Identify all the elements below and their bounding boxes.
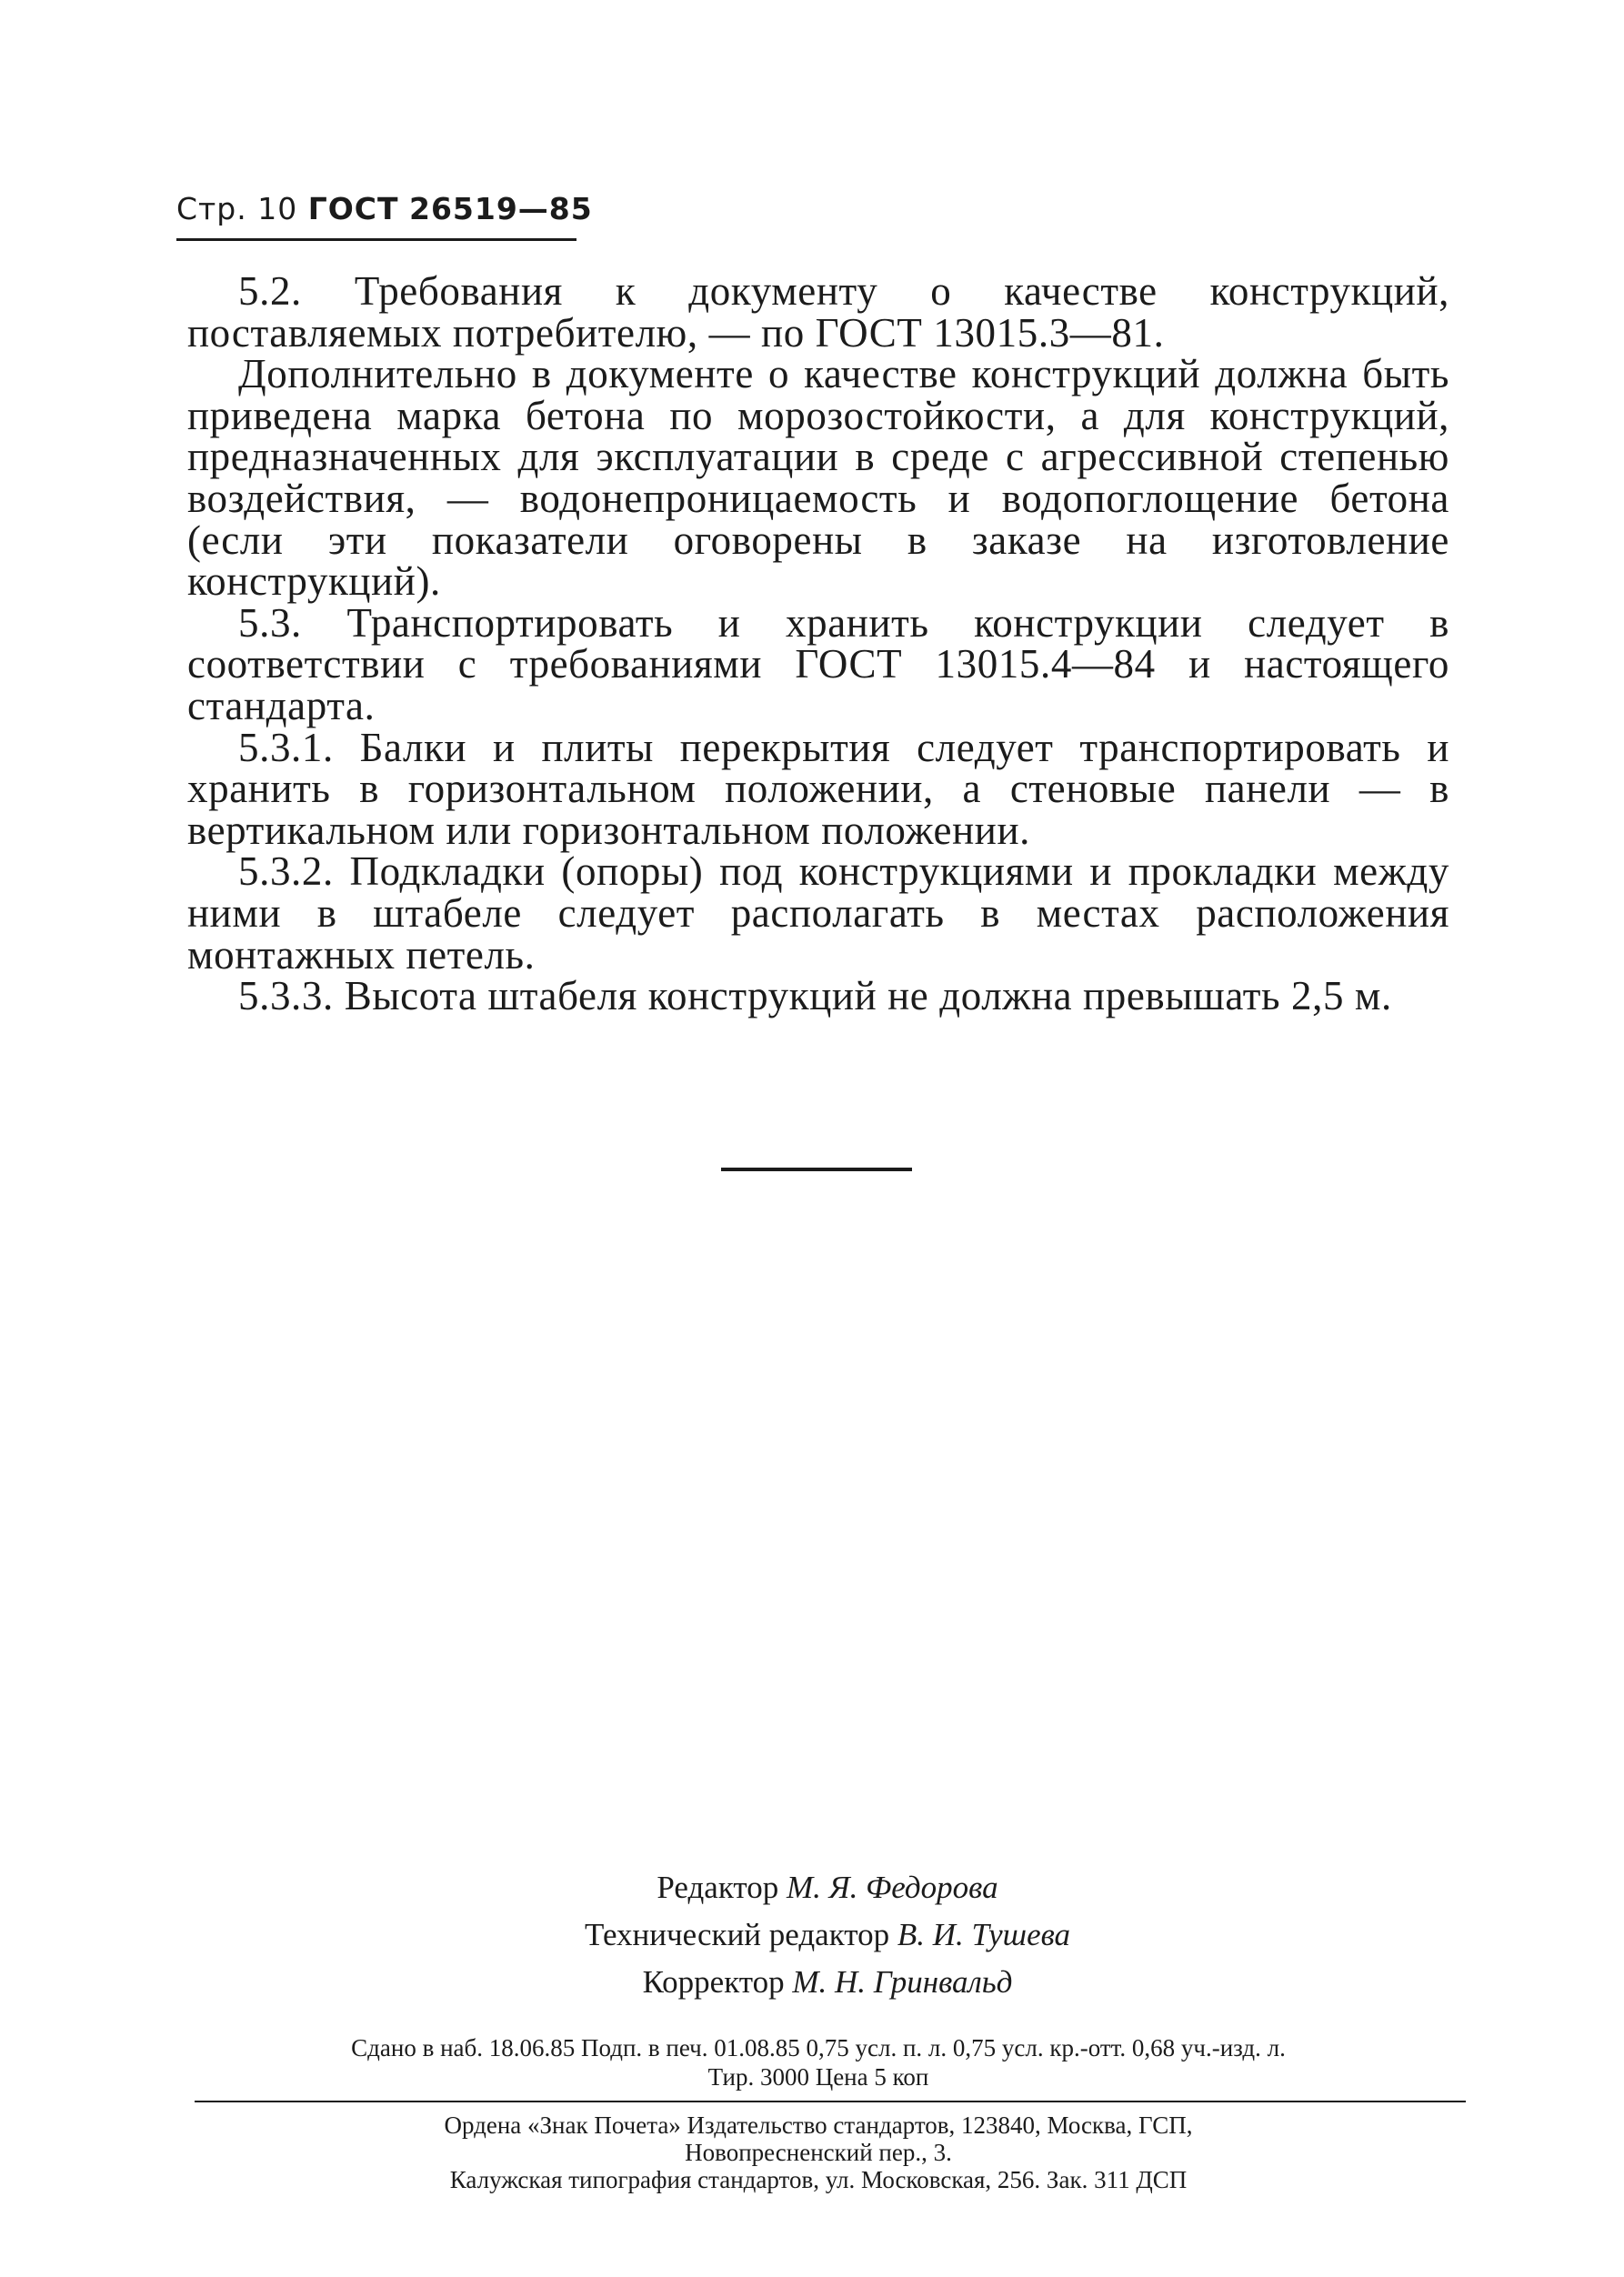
paragraph-5-2: 5.2. Требования к документу о качестве конструкций, поставляемых потребителю, — по ГОСТ 13015.3—81. (187, 268, 1449, 356)
main-text (187, 268, 1449, 1019)
page-number: Стр. 10 (176, 191, 298, 226)
credit-person: М. Н. Гринвальд (792, 1964, 1013, 2000)
credit-person: М. Я. Федорова (786, 1870, 998, 1905)
credit-role: Технический редактор (584, 1917, 890, 1952)
paragraph-5-3: 5.3. Транспортировать и хранить конструкции следует в соответствии с требованиями ГОСТ 13015.4—84 и настоящего стандарта. (187, 599, 1449, 728)
imprint-rule (195, 2101, 1466, 2102)
paragraph-5-3-1: 5.3.1. Балки и плиты перекрытия следует транспортировать и хранить в горизонтальном положении, а стеновые панели — в вертикальном или горизонтальном положении. (187, 724, 1449, 853)
print-imprint (187, 2033, 1449, 2091)
paragraph-5-2-addition: Дополнительно в документе о качестве конструкций должна быть приведена марка бетона по морозостойкости, а для конструкций, предназначенных для эксплуатации в среде с агрессивной степенью воздействия, — водонепроницаемость и водопоглощение бетона (если эти показатели оговорены в заказе на изготовление конструкций). (187, 351, 1449, 605)
paragraph-5-3-3: 5.3.3. Высота штабеля конструкций не должна превышать 2,5 м. (238, 973, 1392, 1019)
imprint-circulation: Тир. 3000 Цена 5 коп (707, 2063, 929, 2091)
credit-role: Редактор (657, 1870, 779, 1905)
publisher-line-1: Ордена «Знак Почета» Издательство стандартов, 123840, Москва, ГСП, (444, 2111, 1193, 2139)
standard-number: 26519—85 (409, 191, 593, 226)
printing-house-line: Калужская типография стандартов, ул. Московская, 256. Зак. 311 ДСП (449, 2166, 1188, 2193)
credit-editor (509, 1864, 1146, 1911)
header-rule (176, 238, 576, 241)
credit-person: В. И. Тушева (897, 1917, 1071, 1952)
running-header (176, 191, 593, 226)
imprint-dates: Сдано в наб. 18.06.85 Подп. в печ. 01.08.85 0,75 усл. п. л. 0,75 усл. кр.-отт. 0,68 уч.-изд. л. (351, 2034, 1286, 2061)
end-of-text-rule (721, 1168, 912, 1171)
credit-role: Корректор (642, 1964, 785, 2000)
standard-label: ГОСТ (307, 191, 399, 226)
credit-proofreader (509, 1959, 1146, 2006)
publisher-line-2: Новопресненский пер., 3. (685, 2139, 952, 2166)
publisher-info (187, 2111, 1449, 2193)
paragraph-5-3-2: 5.3.2. Подкладки (опоры) под конструкциями и прокладки между ними в штабеле следует располагать в местах расположения монтажных петель. (187, 848, 1449, 978)
editorial-credits (509, 1864, 1146, 2006)
credit-technical-editor (509, 1911, 1146, 1959)
